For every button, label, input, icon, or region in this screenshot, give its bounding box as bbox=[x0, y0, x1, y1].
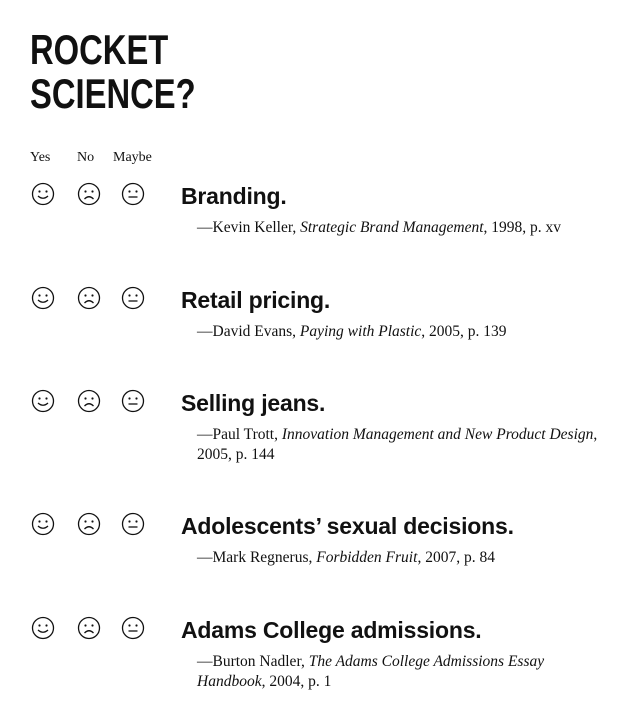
title-line-1: ROCKET bbox=[30, 26, 169, 73]
frowning-face-icon[interactable] bbox=[77, 389, 101, 413]
item-heading: Adams College admissions. bbox=[181, 617, 482, 643]
smiling-face-icon[interactable] bbox=[31, 512, 55, 536]
page-title bbox=[30, 28, 196, 116]
smiling-face-icon[interactable] bbox=[31, 616, 55, 640]
citation-author: —Paul Trott, bbox=[197, 426, 282, 443]
citation-work: The Adams College Admissions Essay Handbook bbox=[197, 653, 545, 690]
item-citation bbox=[197, 322, 607, 342]
citation-author: —Burton Nadler, bbox=[197, 653, 309, 670]
citation-work: Forbidden Fruit bbox=[316, 549, 418, 566]
frowning-face-icon[interactable] bbox=[77, 512, 101, 536]
citation-details: , 2005, p. 144 bbox=[197, 426, 598, 463]
frowning-face-icon[interactable] bbox=[77, 182, 101, 206]
item-citation bbox=[197, 652, 607, 692]
frowning-face-icon[interactable] bbox=[77, 286, 101, 310]
item-heading: Branding. bbox=[181, 183, 287, 209]
citation-details: , 2005, p. 139 bbox=[421, 323, 507, 340]
citation-work: Strategic Brand Management bbox=[300, 219, 484, 236]
citation-work: Innovation Management and New Product Design bbox=[281, 426, 594, 443]
column-header-yes: Yes bbox=[30, 150, 51, 165]
citation-author: —Kevin Keller, bbox=[197, 219, 301, 236]
neutral-face-icon[interactable] bbox=[121, 389, 145, 413]
citation-details: , 2004, p. 1 bbox=[261, 673, 332, 690]
item-citation bbox=[197, 425, 607, 465]
neutral-face-icon[interactable] bbox=[121, 512, 145, 536]
neutral-face-icon[interactable] bbox=[121, 286, 145, 310]
smiling-face-icon[interactable] bbox=[31, 182, 55, 206]
column-header-maybe: Maybe bbox=[113, 150, 152, 165]
column-header-no: No bbox=[77, 150, 95, 165]
item-heading: Adolescents’ sexual decisions. bbox=[181, 513, 514, 539]
citation-work: Paying with Plastic bbox=[299, 323, 422, 340]
citation-author: —David Evans, bbox=[197, 323, 300, 340]
item-citation bbox=[197, 548, 607, 568]
smiling-face-icon[interactable] bbox=[31, 389, 55, 413]
neutral-face-icon[interactable] bbox=[121, 616, 145, 640]
citation-details: , 2007, p. 84 bbox=[417, 549, 495, 566]
citation-details: , 1998, p. xv bbox=[483, 219, 562, 236]
title-line-2: SCIENCE? bbox=[30, 70, 196, 117]
item-heading: Selling jeans. bbox=[181, 390, 326, 416]
item-citation bbox=[197, 218, 607, 238]
neutral-face-icon[interactable] bbox=[121, 182, 145, 206]
item-heading: Retail pricing. bbox=[181, 287, 331, 313]
frowning-face-icon[interactable] bbox=[77, 616, 101, 640]
citation-author: —Mark Regnerus, bbox=[197, 549, 317, 566]
smiling-face-icon[interactable] bbox=[31, 286, 55, 310]
